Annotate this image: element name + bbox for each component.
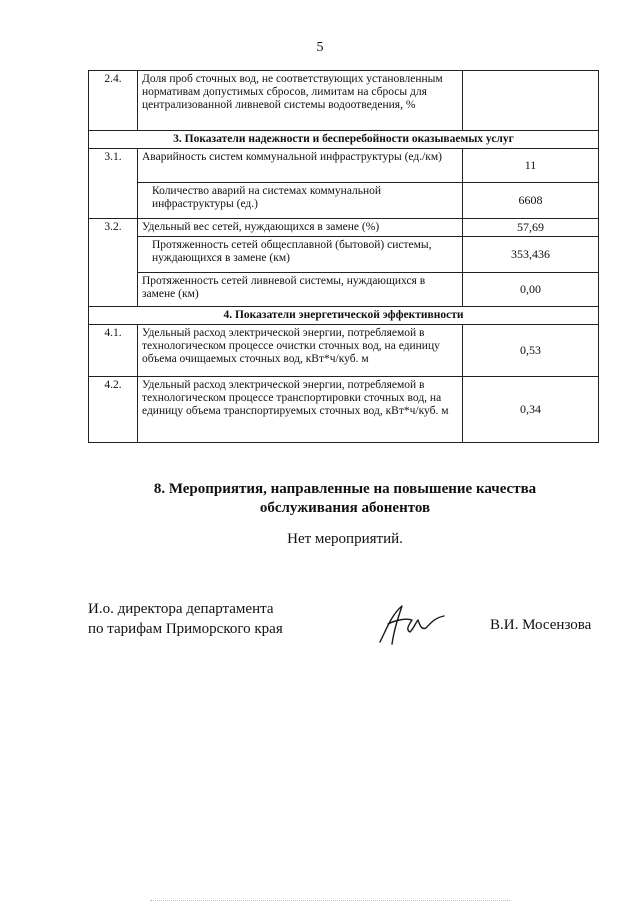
- table-row: [89, 273, 599, 307]
- indicator-name: Аварийность систем коммунальной инфраструктуры (ед./км): [138, 149, 463, 183]
- indicator-name: Количество аварий на системах коммунальной инфраструктуры (ед.): [138, 183, 463, 219]
- handwritten-signature: [372, 600, 452, 650]
- indicator-name: Протяженность сетей общесплавной (бытовой) системы, нуждающихся в замене (км): [138, 237, 463, 273]
- indicator-value: 57,69: [463, 219, 599, 237]
- indicator-value: 6608: [463, 183, 599, 219]
- row-number: 2.4.: [89, 71, 138, 131]
- section-8-title-line2: обслуживания абонентов: [259, 500, 431, 516]
- indicator-value: 0,53: [463, 325, 599, 377]
- indicator-value: 0,34: [463, 377, 599, 443]
- table-row: [89, 237, 599, 273]
- signer-position: [88, 599, 283, 639]
- section-4-title: 4. Показатели энергетической эффективности: [89, 307, 599, 325]
- indicator-value: 11: [463, 149, 599, 183]
- indicator-name: Удельный вес сетей, нуждающихся в замене (%): [138, 219, 463, 237]
- section-8-heading: [60, 480, 630, 518]
- signer-name: В.И. Мосензова: [490, 617, 592, 633]
- table-row: [89, 325, 599, 377]
- indicators-table: [88, 70, 599, 443]
- section-header-row: [89, 307, 599, 325]
- section-header-row: [89, 131, 599, 149]
- row-number: 4.1.: [89, 325, 138, 377]
- indicator-name: Удельный расход электрической энергии, потребляемой в технологическом процессе очистки сточных вод, на единицу объема очищаемых сточных вод, кВт*ч/куб. м: [138, 325, 463, 377]
- page-number: 5: [316, 40, 324, 55]
- indicator-value: 0,00: [463, 273, 599, 307]
- table-row: [89, 149, 599, 183]
- row-number: 3.1.: [89, 149, 138, 219]
- table-row: [89, 183, 599, 219]
- section-8-body: Нет мероприятий.: [287, 531, 403, 547]
- table-row: [89, 71, 599, 131]
- table-row: [89, 377, 599, 443]
- section-8-title-line1: 8. Мероприятия, направленные на повышение качества: [153, 481, 537, 497]
- indicator-value: [463, 71, 599, 131]
- signer-position-line1: И.о. директора департамента: [88, 601, 274, 617]
- indicator-value: 353,436: [463, 237, 599, 273]
- indicator-name: Удельный расход электрической энергии, потребляемой в технологическом процессе транспортировки сточных вод, на единицу объема транспортируемых сточных вод, кВт*ч/куб. м: [138, 377, 463, 443]
- indicator-name: Доля проб сточных вод, не соответствующих установленным нормативам допустимых сбросов, лимитам на сбросы для централизованной ливневой системы водоотведения, %: [138, 71, 463, 131]
- indicator-name: Протяженность сетей ливневой системы, нуждающихся в замене (км): [138, 273, 463, 307]
- table-row: [89, 219, 599, 237]
- row-number: 3.2.: [89, 219, 138, 307]
- signer-position-line2: по тарифам Приморского края: [88, 621, 283, 637]
- scan-artifact-line: [150, 898, 510, 901]
- row-number: 4.2.: [89, 377, 138, 443]
- section-3-title: 3. Показатели надежности и бесперебойности оказываемых услуг: [89, 131, 599, 149]
